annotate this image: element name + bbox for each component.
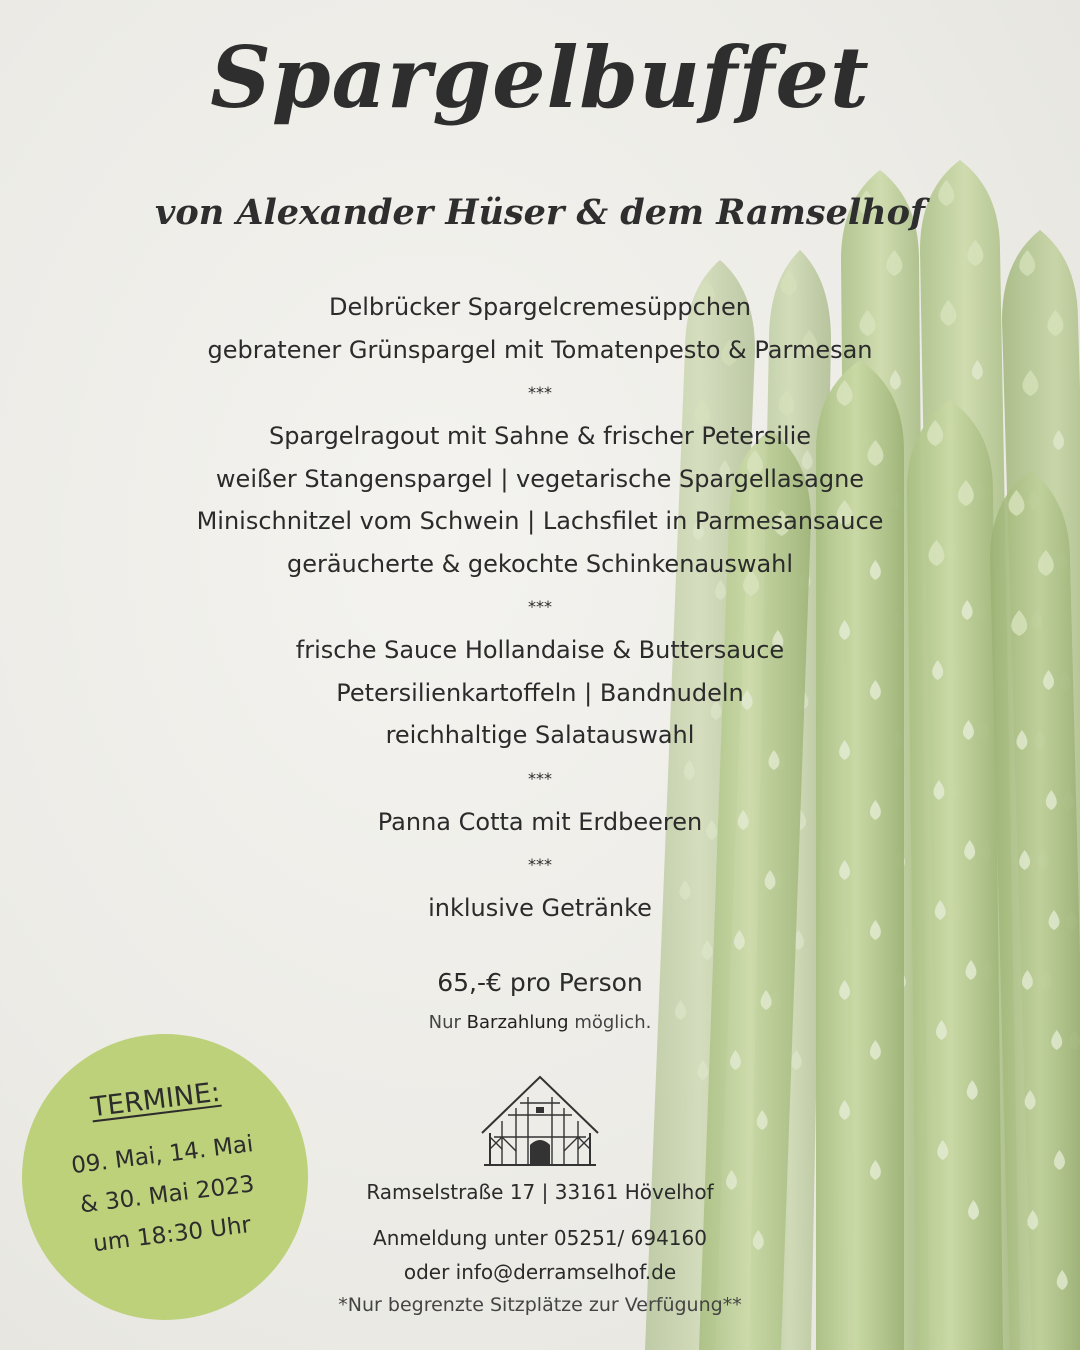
- payment-emphasis: Barzahlung: [466, 1012, 569, 1033]
- menu-dessert: Panna Cotta mit Erdbeeren: [377, 807, 703, 836]
- menu-item: Delbrücker Spargelcremesüppchen: [328, 293, 752, 321]
- half-timbered-house-icon: [480, 1075, 600, 1169]
- address: Ramselstraße 17 | 33161 Hövelhof: [366, 1180, 714, 1204]
- price: 65,-€ pro Person: [437, 968, 643, 997]
- payment-note: [0, 1012, 1080, 1033]
- menu-item: gebratener Grünspargel mit Tomatenpesto & Parmesan: [207, 335, 873, 364]
- termine-date-line: & 30. Mai 2023: [78, 1171, 256, 1219]
- payment-suffix: möglich.: [574, 1012, 652, 1033]
- menu-item: weißer Stangenspargel | vegetarische Spargellasagne: [215, 464, 865, 493]
- payment-prefix: Nur: [428, 1012, 461, 1033]
- menu-separator: ***: [528, 597, 552, 616]
- menu-drinks: inklusive Getränke: [428, 894, 652, 922]
- menu-item: Spargelragout mit Sahne & frischer Petersilie: [268, 422, 812, 450]
- contact-email: oder info@derramselhof.de: [403, 1260, 677, 1284]
- termine-time-line: um 18:30 Uhr: [91, 1211, 253, 1258]
- menu-separator: ***: [528, 768, 552, 788]
- termine-date-line: 09. Mai, 14. Mai: [69, 1131, 255, 1180]
- termine-badge: [22, 1034, 308, 1320]
- page-subtitle: von Alexander Hüser & dem Ramselhof: [155, 192, 925, 233]
- termine-label: TERMINE:: [89, 1076, 222, 1124]
- menu-item: Petersilienkartoffeln | Bandnudeln: [336, 678, 744, 707]
- contact-phone: Anmeldung unter 05251/ 694160: [373, 1226, 707, 1250]
- menu-item: Minischnitzel vom Schwein | Lachsfilet in Parmesansauce: [196, 507, 884, 535]
- page-title: Spargelbuffet: [210, 28, 870, 127]
- menu-item: geräucherte & gekochte Schinkenauswahl: [286, 549, 794, 578]
- menu-item: reichhaltige Salatauswahl: [385, 721, 695, 749]
- menu-separator: ***: [528, 383, 552, 402]
- menu-item: frische Sauce Hollandaise & Buttersauce: [295, 636, 785, 664]
- seating-note: *Nur begrenzte Sitzplätze zur Verfügung**: [338, 1294, 742, 1316]
- menu: [90, 286, 990, 930]
- menu-separator: ***: [528, 855, 552, 874]
